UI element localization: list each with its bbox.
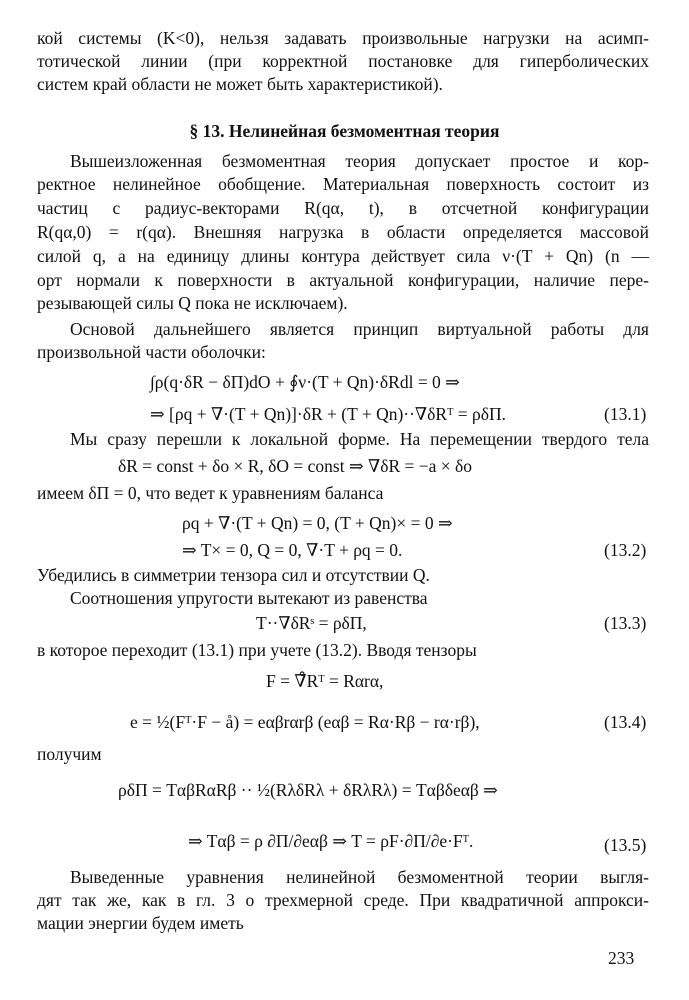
equation-13-5-line2: ⇒ Tαβ = ρ ∂П/∂eαβ ⇒ T = ρF·∂П/∂e·Fᵀ. xyxy=(188,831,474,851)
text-line: силой q, а на единицу длины контура действует сила ν·(T + Qn) (n — xyxy=(37,246,649,266)
text-line: орт нормали к поверхности в актуальной конфигурации, наличие пере- xyxy=(37,270,649,290)
text-line: резывающей силы Q пока не исключаем). xyxy=(37,293,348,313)
text-line: Соотношения упругости вытекают из равенства xyxy=(70,588,428,608)
text-line: тотической линии (при корректной постановке для гиперболических xyxy=(37,51,649,71)
text-line: ректное нелинейное обобщение. Материальная поверхность состоит из xyxy=(37,174,649,194)
equation-13-4-line2: e = ½(Fᵀ·F − å) = eαβrαrβ (eαβ = Rα·Rβ − rα·rβ), xyxy=(130,712,480,732)
text-line: получим xyxy=(37,744,102,764)
equation-number: (13.1) xyxy=(604,404,647,424)
text-line: Выведенные уравнения нелинейной безмоментной теории выгля- xyxy=(70,867,649,887)
text-line: имеем δП = 0, что ведет к уравнениям баланса xyxy=(37,483,384,503)
text-line: в которое переходит (13.1) при учете (13.2). Вводя тензоры xyxy=(37,640,477,660)
equation-number: (13.4) xyxy=(604,712,647,732)
text-line: дят так же, как в гл. 3 о трехмерной среде. При квадратичной аппрокси- xyxy=(37,890,649,910)
text-line: произвольной части оболочки: xyxy=(37,342,266,362)
equation-13-4-line1: F = ∇̊Rᵀ = Rαrα, xyxy=(266,671,384,691)
page-number: 233 xyxy=(608,948,635,968)
text-line: частиц с радиус-векторами R(qα, t), в отсчетной конфигурации xyxy=(37,198,649,218)
text-line: мации энергии будем иметь xyxy=(37,913,244,933)
equation-number: (13.3) xyxy=(604,613,647,633)
text-line: кой системы (K<0), нельзя задавать произвольные нагрузки на асимп- xyxy=(37,28,649,48)
equation-13-5-line1: ρδП = TαβRαRβ ·· ½(RλδRλ + δRλRλ) = Tαβδeαβ ⇒ xyxy=(118,780,498,800)
equation-rigid-motion: δR = const + δo × R, δO = const ⇒ ∇δR = −a × δo xyxy=(118,456,472,476)
equation-13-3: T··∇δRˢ = ρδП, xyxy=(256,613,367,633)
text-line: Мы сразу перешли к локальной форме. На перемещении твердого тела xyxy=(70,429,649,449)
equation-13-2-line2: ⇒ T× = 0, Q = 0, ∇·T + ρq = 0. xyxy=(182,540,403,560)
equation-number: (13.2) xyxy=(604,540,647,560)
text-line: систем край области не может быть характеристикой). xyxy=(37,74,443,94)
text-line: Убедились в симметрии тензора сил и отсутствии Q. xyxy=(37,565,430,585)
text-line: Вышеизложенная безмоментная теория допускает простое и кор- xyxy=(70,151,649,171)
equation-13-1-line1: ∫ρ(q·δR − δП)dO + ∮ν·(T + Qn)·δRdl = 0 ⇒ xyxy=(150,372,460,392)
section-heading: § 13. Нелинейная безмоментная теория xyxy=(189,121,500,141)
equation-13-2-line1: ρq + ∇·(T + Qn) = 0, (T + Qn)× = 0 ⇒ xyxy=(182,513,453,533)
text-line: Основой дальнейшего является принцип виртуальной работы для xyxy=(70,319,649,339)
text-line: R(qα,0) = r(qα). Внешняя нагрузка в области определяется массовой xyxy=(37,222,649,242)
equation-number: (13.5) xyxy=(604,835,647,855)
equation-13-1-line2: ⇒ [ρq + ∇·(T + Qn)]·δR + (T + Qn)··∇δRᵀ = ρδП. xyxy=(150,404,507,424)
